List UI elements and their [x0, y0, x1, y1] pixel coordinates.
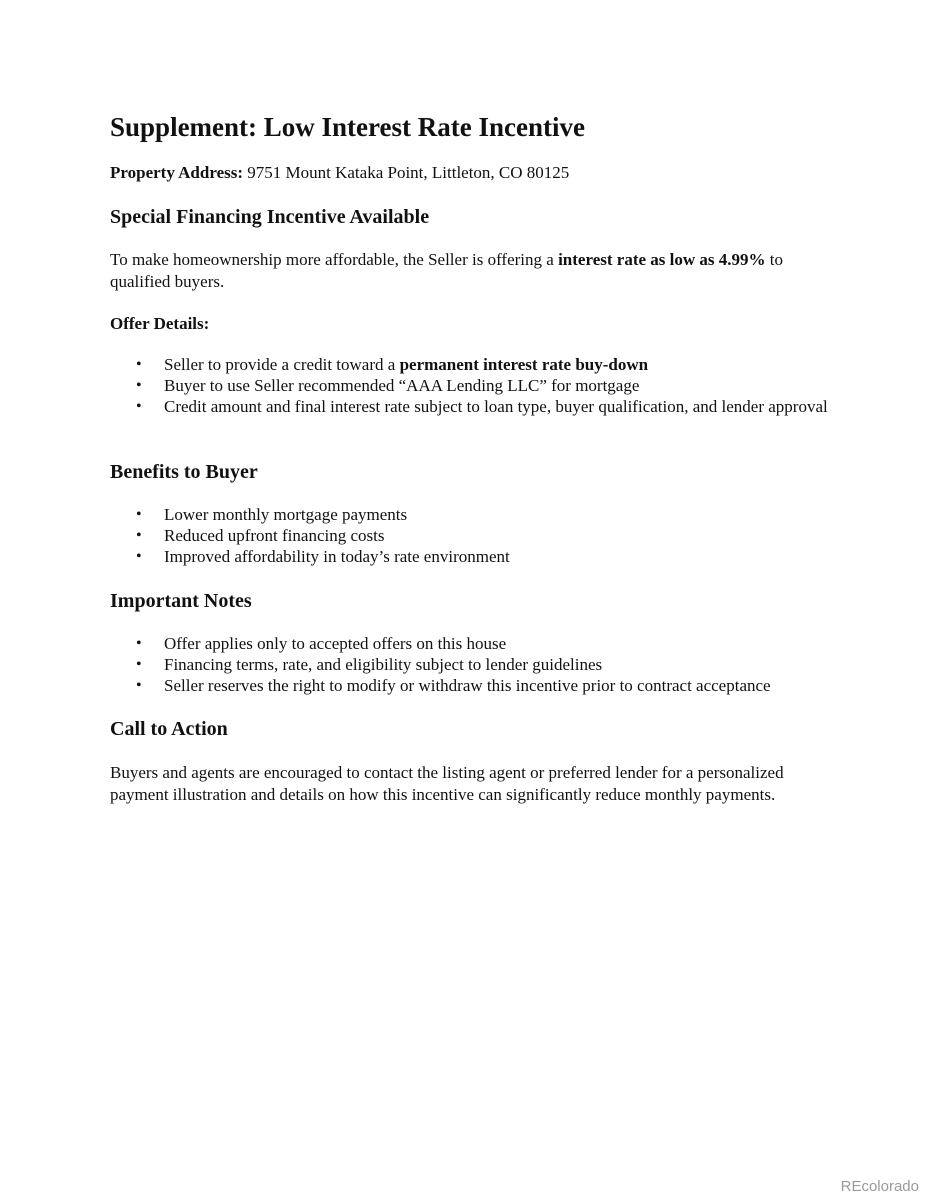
financing-text-end: to qualified buyers.: [110, 250, 783, 291]
document-title: Supplement: Low Interest Rate Incentive: [110, 112, 585, 142]
address-value: 9751 Mount Kataka Point, Littleton, CO 80125: [243, 163, 570, 182]
financing-paragraph: [110, 249, 830, 292]
offer-item-1-bold: permanent interest rate buy-down: [399, 355, 649, 374]
cta-paragraph: Buyers and agents are encouraged to contact the listing agent or preferred lender for a personalized payment illustration and details on how this incentive can significantly reduce monthly payments.: [110, 763, 784, 804]
offer-item-1-text: Seller to provide a credit toward a: [164, 355, 400, 374]
benefits-list: [110, 504, 830, 568]
list-item: • Lower monthly mortgage payments: [110, 504, 830, 525]
offer-details-label: Offer Details:: [110, 314, 210, 333]
financing-rate-highlight: interest rate as low as 4.99%: [558, 250, 766, 269]
list-item: • Credit amount and final interest rate subject to loan type, buyer qualification, and lender approval: [110, 396, 830, 417]
list-item: • Improved affordability in today’s rate environment: [110, 546, 830, 567]
list-item: • Seller reserves the right to modify or withdraw this incentive prior to contract acceptance: [110, 675, 830, 696]
section-heading-cta: Call to Action: [110, 718, 228, 740]
recolorado-watermark: REcolorado: [840, 1178, 919, 1195]
notes-list: [110, 633, 830, 697]
section-heading-financing: Special Financing Incentive Available: [110, 206, 430, 228]
list-item: • Reduced upfront financing costs: [110, 525, 830, 546]
section-heading-benefits: Benefits to Buyer: [110, 461, 258, 483]
list-item: • Buyer to use Seller recommended “AAA Lending LLC” for mortgage: [110, 375, 830, 396]
list-item: [110, 354, 830, 375]
list-item: • Offer applies only to accepted offers on this house: [110, 633, 830, 654]
section-heading-notes: Important Notes: [110, 590, 252, 612]
list-item: • Financing terms, rate, and eligibility subject to lender guidelines: [110, 654, 830, 675]
address-label: Property Address:: [110, 163, 244, 182]
offer-details-list: [110, 354, 830, 418]
property-address: [110, 162, 569, 184]
financing-text-start: To make homeownership more affordable, the Seller is offering a: [110, 250, 559, 269]
